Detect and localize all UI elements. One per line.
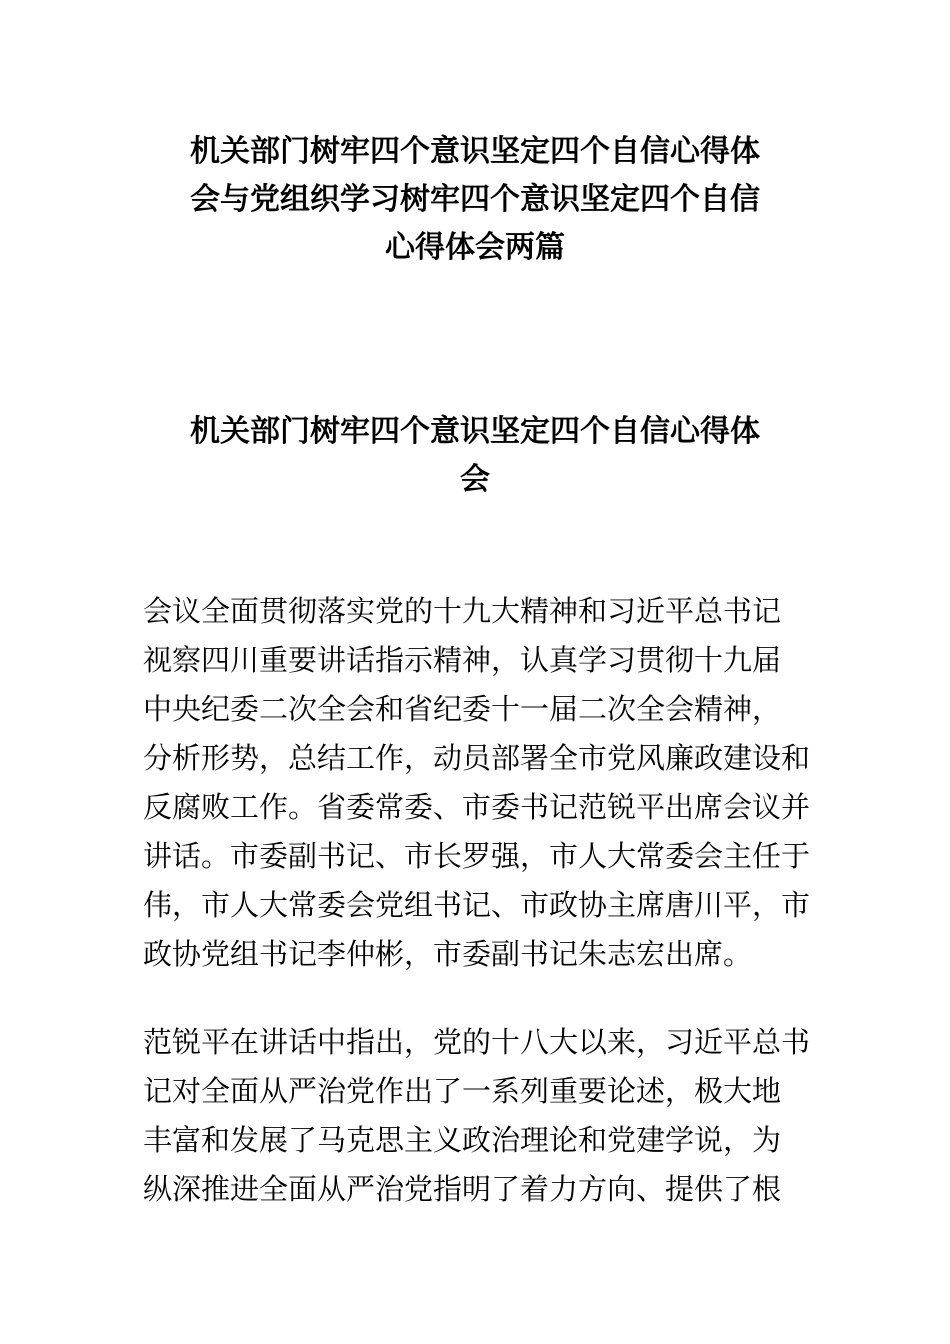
paragraph-line: 记对全面从严治党作出了一系列重要论述，极大地 bbox=[143, 1074, 782, 1108]
main-title-line: 心得体会两篇 bbox=[385, 230, 565, 265]
main-title-line: 机关部门树牢四个意识坚定四个自信心得体 bbox=[190, 134, 760, 169]
paragraph-line: 反腐败工作。省委常委、市委书记范锐平出席会议并 bbox=[143, 790, 811, 824]
section-title-line: 机关部门树牢四个意识坚定四个自信心得体 bbox=[190, 414, 760, 449]
paragraph-line: 分析形势，总结工作，动员部署全市党风廉政建设和 bbox=[143, 741, 811, 775]
main-title-line: 会与党组织学习树牢四个意识坚定四个自信 bbox=[190, 182, 760, 217]
body-paragraph bbox=[143, 1018, 811, 1214]
main-title bbox=[150, 128, 800, 272]
paragraph-line: 丰富和发展了马克思主义政治理论和党建学说，为 bbox=[143, 1123, 782, 1157]
section-title bbox=[150, 408, 800, 504]
paragraph-line: 伟，市人大常委会党组书记、市政协主席唐川平，市 bbox=[143, 888, 811, 922]
section-title-line: 会 bbox=[460, 462, 490, 497]
paragraph-line: 纵深推进全面从严治党指明了着力方向、提供了根 bbox=[143, 1172, 782, 1206]
paragraph-line: 中央纪委二次全会和省纪委十一届二次全会精神， bbox=[143, 692, 782, 726]
paragraph-line: 政协党组书记李仲彬，市委副书记朱志宏出席。 bbox=[143, 937, 753, 971]
paragraph-line: 会议全面贯彻落实党的十九大精神和习近平总书记 bbox=[143, 594, 782, 628]
paragraph-line: 视察四川重要讲话指示精神，认真学习贯彻十九届 bbox=[143, 643, 782, 677]
paragraph-line: 范锐平在讲话中指出，党的十八大以来，习近平总书 bbox=[143, 1025, 811, 1059]
paragraph-line: 讲话。市委副书记、市长罗强，市人大常委会主任于 bbox=[143, 839, 811, 873]
body-paragraph bbox=[143, 587, 811, 979]
